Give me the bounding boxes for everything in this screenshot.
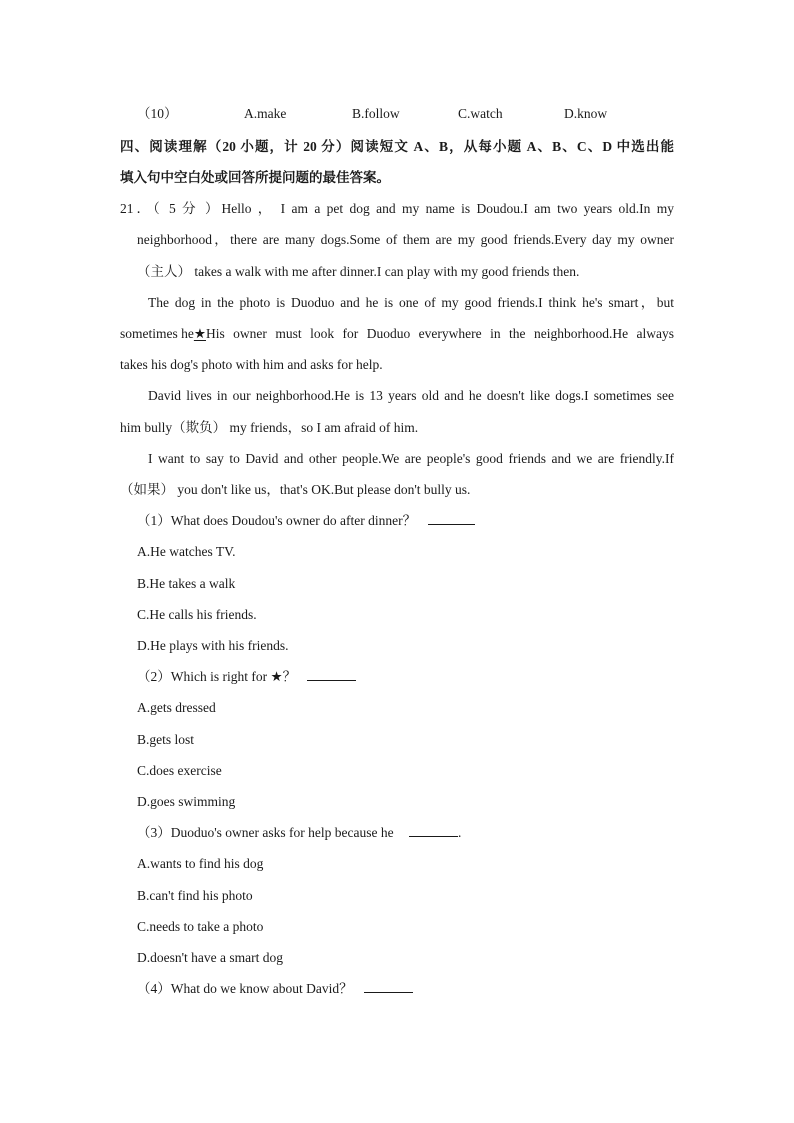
question-1-option-c[interactable]: C.He calls his friends. (137, 607, 257, 622)
question-2-text: （2）Which is right for ★？ (137, 669, 297, 684)
question-4-answer-blank[interactable] (364, 980, 413, 993)
question-2-option-c[interactable]: C.does exercise (137, 763, 222, 778)
question-2-option-b[interactable]: B.gets lost (137, 732, 195, 747)
q10-number: （10） (137, 106, 178, 121)
question-2-stem (137, 668, 356, 686)
question-3-option-d[interactable]: D.doesn't have a smart dog (137, 950, 284, 965)
question-2-option-d[interactable]: D.goes swimming (137, 794, 236, 809)
question-3-text: （3）Duoduo's owner asks for help because he (137, 825, 394, 840)
passage-p2-line3: takes his dog's photo with him and asks for help. (120, 357, 383, 372)
question-1-option-d[interactable]: D.He plays with his friends. (137, 638, 289, 653)
question-3-option-c[interactable]: C.needs to take a photo (137, 919, 264, 934)
passage-p2-line1: The dog in the photo is Duoduo and he is one of my good friends.I think he's smart，but (148, 295, 674, 310)
question-1-text: （1）What does Doudou's owner do after dinner？ (137, 513, 417, 528)
passage-p1-line2: neighborhood，there are many dogs.Some of them are my good friends.Every day my owner (137, 232, 674, 247)
question-3-answer-blank[interactable] (409, 824, 458, 837)
question-1-option-b[interactable]: B.He takes a walk (137, 576, 236, 591)
question-3-option-b[interactable]: B.can't find his photo (137, 888, 253, 903)
star-blank-marker: ★ (193, 326, 206, 341)
passage-p1-line3: （主人） takes a walk with me after dinner.I can play with my good friends then. (137, 264, 580, 279)
passage-p3-line1: David lives in our neighborhood.He is 13 years old and he doesn't like dogs.I sometimes see (148, 388, 674, 403)
section-heading-line1: 四、阅读理解（20 小题，计 20 分）阅读短文 A、B，从每小题 A、B、C、D 中选出能 (120, 139, 674, 154)
question-1-stem (137, 512, 475, 530)
q10-option-d: D.know (564, 106, 608, 121)
passage-p2-line2-end: His owner must look for Duoduo everywhere in the neighborhood.He always (205, 326, 674, 341)
section-heading-line2: 填入句中空白处或回答所提问题的最佳答案。 (120, 170, 390, 185)
passage-p4-line2: （如果） you don't like us，that's OK.But please don't bully us. (120, 482, 471, 497)
question-2-answer-blank[interactable] (307, 668, 356, 681)
passage-p4-line1: I want to say to David and other people.We are people's good friends and we are friendly.If (148, 451, 674, 466)
question-3-stem (137, 824, 461, 842)
passage-p2-line2 (120, 325, 674, 343)
q10-option-a: A.make (244, 106, 287, 121)
passage-p1-line1: 21．（ 5 分 ）Hello ， I am a pet dog and my name is Doudou.I am two years old.In my (120, 201, 674, 216)
q10-option-c: C.watch (458, 106, 503, 121)
question-4-stem (137, 980, 413, 998)
passage-p3-line2: him bully（欺负） my friends，so I am afraid of him. (120, 420, 419, 435)
question-3-option-a[interactable]: A.wants to find his dog (137, 856, 264, 871)
question-1-option-a[interactable]: A.He watches TV. (137, 544, 236, 559)
question-1-answer-blank[interactable] (428, 512, 475, 525)
q10-option-b: B.follow (352, 106, 400, 121)
passage-p2-line2-start: sometimes he (120, 326, 194, 341)
question-4-text: （4）What do we know about David？ (137, 981, 353, 996)
question-2-option-a[interactable]: A.gets dressed (137, 700, 216, 715)
question-3-period: . (458, 825, 462, 840)
